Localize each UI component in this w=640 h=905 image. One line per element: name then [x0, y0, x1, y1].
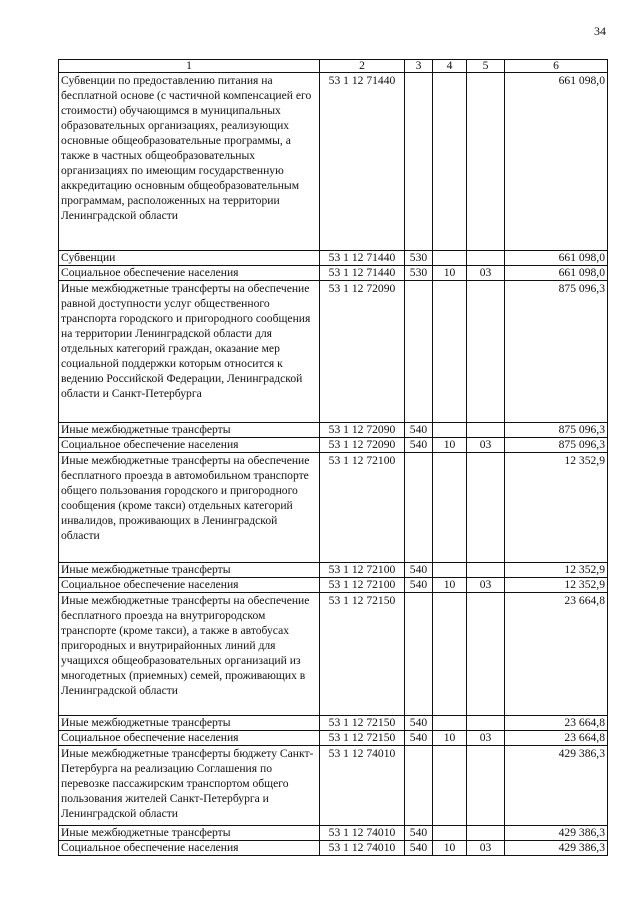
row-name: Социальное обеспечение населения [59, 438, 320, 453]
row-amount: 875 096,3 [505, 423, 608, 438]
row-code: 53 1 12 71440 [320, 266, 405, 281]
row-section: 10 [433, 731, 467, 746]
row-subsection [467, 593, 505, 716]
row-name: Социальное обеспечение населения [59, 841, 320, 856]
row-amount: 429 386,3 [505, 746, 608, 826]
row-amount: 875 096,3 [505, 438, 608, 453]
row-code: 53 1 12 72100 [320, 563, 405, 578]
row-code: 53 1 12 72150 [320, 593, 405, 716]
row-expense-type: 540 [405, 423, 433, 438]
row-amount: 23 664,8 [505, 593, 608, 716]
row-amount: 661 098,0 [505, 73, 608, 251]
row-amount: 429 386,3 [505, 826, 608, 841]
row-subsection: 03 [467, 841, 505, 856]
row-name: Социальное обеспечение населения [59, 578, 320, 593]
row-code: 53 1 12 72090 [320, 438, 405, 453]
row-name: Субвенции [59, 251, 320, 266]
row-subsection [467, 281, 505, 423]
table-row [59, 453, 608, 563]
row-expense-type: 530 [405, 251, 433, 266]
row-name: Субвенции по предоставлению питания на бесплатной основе (с частичной компенсацией его стоимости) обучающимся в муниципальных образовательных организациях, реализующих основные общеобразовательные программы, а также в частных общеобразовательных организациях по имеющим государственную аккредитацию основным общеобразовательным программам, расположенных на территории Ленинградской области [59, 73, 320, 251]
row-code: 53 1 12 71440 [320, 73, 405, 251]
row-section: 10 [433, 266, 467, 281]
table-row [59, 578, 608, 593]
row-section [433, 746, 467, 826]
table-row [59, 251, 608, 266]
row-section: 10 [433, 438, 467, 453]
row-code: 53 1 12 74010 [320, 826, 405, 841]
header-col-4: 4 [433, 60, 467, 73]
budget-table [58, 59, 608, 856]
row-expense-type [405, 453, 433, 563]
header-col-5: 5 [467, 60, 505, 73]
row-section [433, 423, 467, 438]
row-expense-type: 540 [405, 438, 433, 453]
table-row [59, 438, 608, 453]
row-code: 53 1 12 72150 [320, 716, 405, 731]
row-code: 53 1 12 72090 [320, 423, 405, 438]
row-expense-type: 530 [405, 266, 433, 281]
table-row [59, 266, 608, 281]
table-row [59, 746, 608, 826]
row-expense-type [405, 73, 433, 251]
row-section: 10 [433, 578, 467, 593]
row-name: Иные межбюджетные трансферты [59, 423, 320, 438]
row-subsection [467, 73, 505, 251]
row-section [433, 826, 467, 841]
row-amount: 661 098,0 [505, 251, 608, 266]
table-row [59, 563, 608, 578]
row-section [433, 563, 467, 578]
table-row [59, 731, 608, 746]
row-amount: 12 352,9 [505, 453, 608, 563]
row-amount: 875 096,3 [505, 281, 608, 423]
row-subsection [467, 423, 505, 438]
row-section [433, 716, 467, 731]
row-code: 53 1 12 74010 [320, 841, 405, 856]
row-name: Иные межбюджетные трансферты [59, 826, 320, 841]
header-col-3: 3 [405, 60, 433, 73]
row-name: Иные межбюджетные трансферты на обеспечение равной доступности услуг общественного транспорта городского и пригородного сообщения на территории Ленинградской области для отдельных категорий граждан, оказание мер социальной поддержки которым относится к ведению Российской Федерации, Ленинградской области и Санкт-Петербурга [59, 281, 320, 423]
header-col-6: 6 [505, 60, 608, 73]
row-subsection: 03 [467, 578, 505, 593]
row-code: 53 1 12 72090 [320, 281, 405, 423]
row-amount: 429 386,3 [505, 841, 608, 856]
row-code: 53 1 12 72100 [320, 453, 405, 563]
row-subsection: 03 [467, 731, 505, 746]
row-amount: 12 352,9 [505, 563, 608, 578]
table-row [59, 841, 608, 856]
table-row [59, 73, 608, 251]
row-subsection: 03 [467, 266, 505, 281]
row-subsection: 03 [467, 438, 505, 453]
row-code: 53 1 12 72100 [320, 578, 405, 593]
row-subsection [467, 563, 505, 578]
row-name: Социальное обеспечение населения [59, 266, 320, 281]
row-expense-type [405, 746, 433, 826]
row-name: Иные межбюджетные трансферты [59, 716, 320, 731]
row-name: Социальное обеспечение населения [59, 731, 320, 746]
row-subsection [467, 716, 505, 731]
row-section [433, 73, 467, 251]
row-subsection [467, 453, 505, 563]
row-section [433, 281, 467, 423]
row-expense-type: 540 [405, 841, 433, 856]
row-subsection [467, 746, 505, 826]
row-expense-type: 540 [405, 826, 433, 841]
row-code: 53 1 12 72150 [320, 731, 405, 746]
row-expense-type [405, 281, 433, 423]
row-expense-type: 540 [405, 578, 433, 593]
page-number: 34 [594, 24, 606, 38]
row-name: Иные межбюджетные трансферты бюджету Санкт-Петербурга на реализацию Соглашения по перевозке пассажирским транспортом общего пользования жителей Санкт-Петербурга и Ленинградской области [59, 746, 320, 826]
row-section: 10 [433, 841, 467, 856]
table-row [59, 593, 608, 716]
row-section [433, 593, 467, 716]
header-row [59, 60, 608, 73]
header-col-1: 1 [59, 60, 320, 73]
row-subsection [467, 826, 505, 841]
table-row [59, 716, 608, 731]
row-name: Иные межбюджетные трансферты [59, 563, 320, 578]
row-expense-type: 540 [405, 563, 433, 578]
table-row [59, 281, 608, 423]
row-expense-type [405, 593, 433, 716]
row-section [433, 453, 467, 563]
row-name: Иные межбюджетные трансферты на обеспечение бесплатного проезда в автомобильном транспорте общего пользования городского и пригородного сообщения (кроме такси) отдельных категорий инвалидов, проживающих в Ленинградской области [59, 453, 320, 563]
row-amount: 661 098,0 [505, 266, 608, 281]
table-row [59, 826, 608, 841]
row-subsection [467, 251, 505, 266]
row-expense-type: 540 [405, 716, 433, 731]
row-expense-type: 540 [405, 731, 433, 746]
header-col-2: 2 [320, 60, 405, 73]
row-amount: 23 664,8 [505, 716, 608, 731]
row-amount: 12 352,9 [505, 578, 608, 593]
row-amount: 23 664,8 [505, 731, 608, 746]
row-name: Иные межбюджетные трансферты на обеспечение бесплатного проезда на внутригородском транспорте (кроме такси), а также в автобусах пригородных и внутрирайонных линий для учащихся общеобразовательных организаций из многодетных (приемных) семей, проживающих в Ленинградской области [59, 593, 320, 716]
row-code: 53 1 12 71440 [320, 251, 405, 266]
row-section [433, 251, 467, 266]
table-row [59, 423, 608, 438]
row-code: 53 1 12 74010 [320, 746, 405, 826]
